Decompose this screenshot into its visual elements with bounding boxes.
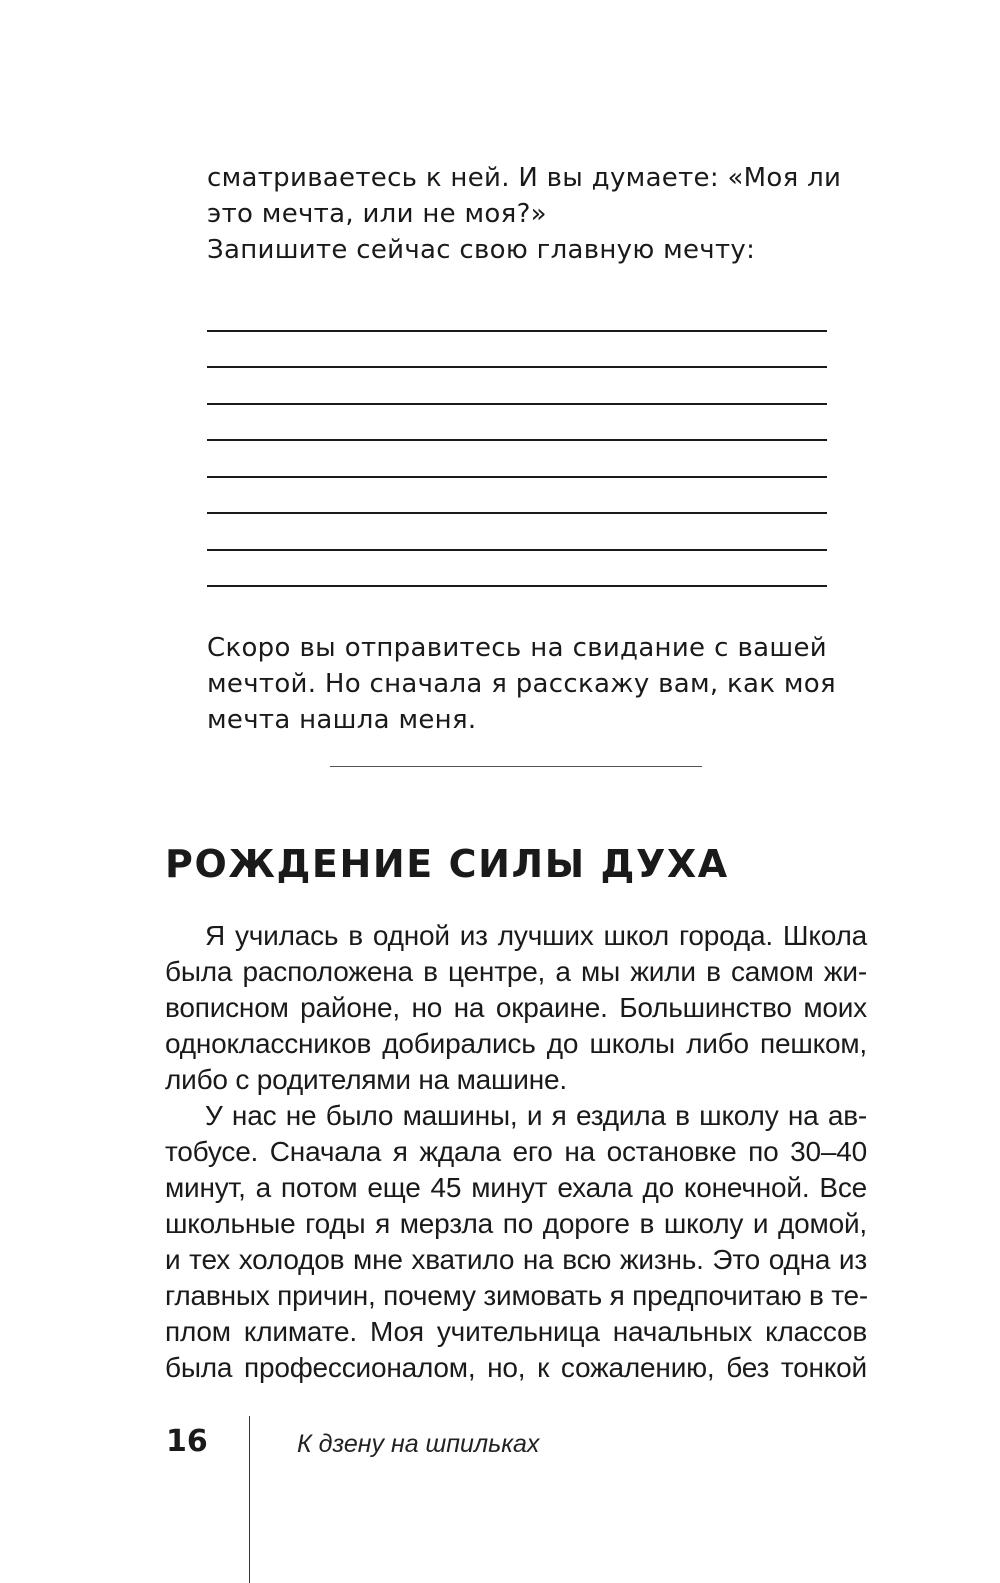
outro-line: Скоро вы отправитесь на свидание с вашей bbox=[207, 633, 827, 663]
blank-writing-line[interactable] bbox=[207, 441, 827, 478]
body-line: и тех холодов мне хватило на всю жизнь. Это одна из bbox=[165, 1244, 867, 1275]
body-line: школьные годы я мерзла по дороге в школу и домой, bbox=[165, 1208, 867, 1239]
section-heading: РОЖДЕНИЕ СИЛЫ ДУХА bbox=[165, 842, 729, 886]
blank-writing-line[interactable] bbox=[207, 332, 827, 369]
exercise-outro bbox=[207, 630, 836, 738]
outro-line: мечтой. Но сначала я расскажу вам, как моя bbox=[207, 669, 836, 699]
intro-paragraph bbox=[207, 160, 842, 268]
blank-writing-line[interactable] bbox=[207, 551, 827, 588]
intro-line: Запишите сейчас свою главную мечту: bbox=[207, 235, 756, 265]
blank-writing-line[interactable] bbox=[207, 368, 827, 405]
body-line: Я училась в одной из лучших школ города. Школа bbox=[205, 920, 867, 951]
blank-writing-line[interactable] bbox=[207, 405, 827, 442]
outro-line: мечта нашла меня. bbox=[207, 705, 477, 735]
body-line: была расположена в центре, а мы жили в самом жи- bbox=[165, 956, 867, 987]
outro-paragraph bbox=[207, 630, 836, 738]
body-line: либо с родителями на машине. bbox=[165, 1064, 567, 1095]
intro-line: это мечта, или не моя?» bbox=[207, 199, 547, 229]
body-line: вописном районе, но на окраине. Большинство моих bbox=[165, 992, 867, 1023]
body-line: была профессионалом, но, к сожалению, без тонкой bbox=[165, 1352, 867, 1383]
body-line: плом климате. Моя учительница начальных классов bbox=[165, 1316, 867, 1347]
blank-writing-line[interactable] bbox=[207, 295, 827, 332]
footer-vertical-rule bbox=[249, 1416, 250, 1583]
body-line: главных причин, почему зимовать я предпочитаю в те- bbox=[165, 1280, 869, 1311]
body-line: тобусе. Сначала я ждала его на остановке по 30–40 bbox=[165, 1136, 867, 1167]
body-line: одноклассников добирались до школы либо пешком, bbox=[165, 1028, 867, 1059]
blank-writing-line[interactable] bbox=[207, 514, 827, 551]
body-line: У нас не было машины, и я ездила в школу на ав- bbox=[205, 1100, 867, 1131]
running-title: К дзену на шпильках bbox=[297, 1430, 540, 1458]
section-body bbox=[165, 918, 867, 1386]
blank-writing-line[interactable] bbox=[207, 478, 827, 515]
intro-line: сматриваетесь к ней. И вы думаете: «Моя ли bbox=[207, 163, 842, 193]
exercise-intro bbox=[207, 160, 842, 268]
section-divider bbox=[330, 766, 702, 767]
body-line: минут, а потом еще 45 минут ехала до конечной. Все bbox=[165, 1172, 867, 1203]
page-number: 16 bbox=[166, 1424, 208, 1459]
writing-lines bbox=[207, 295, 827, 587]
